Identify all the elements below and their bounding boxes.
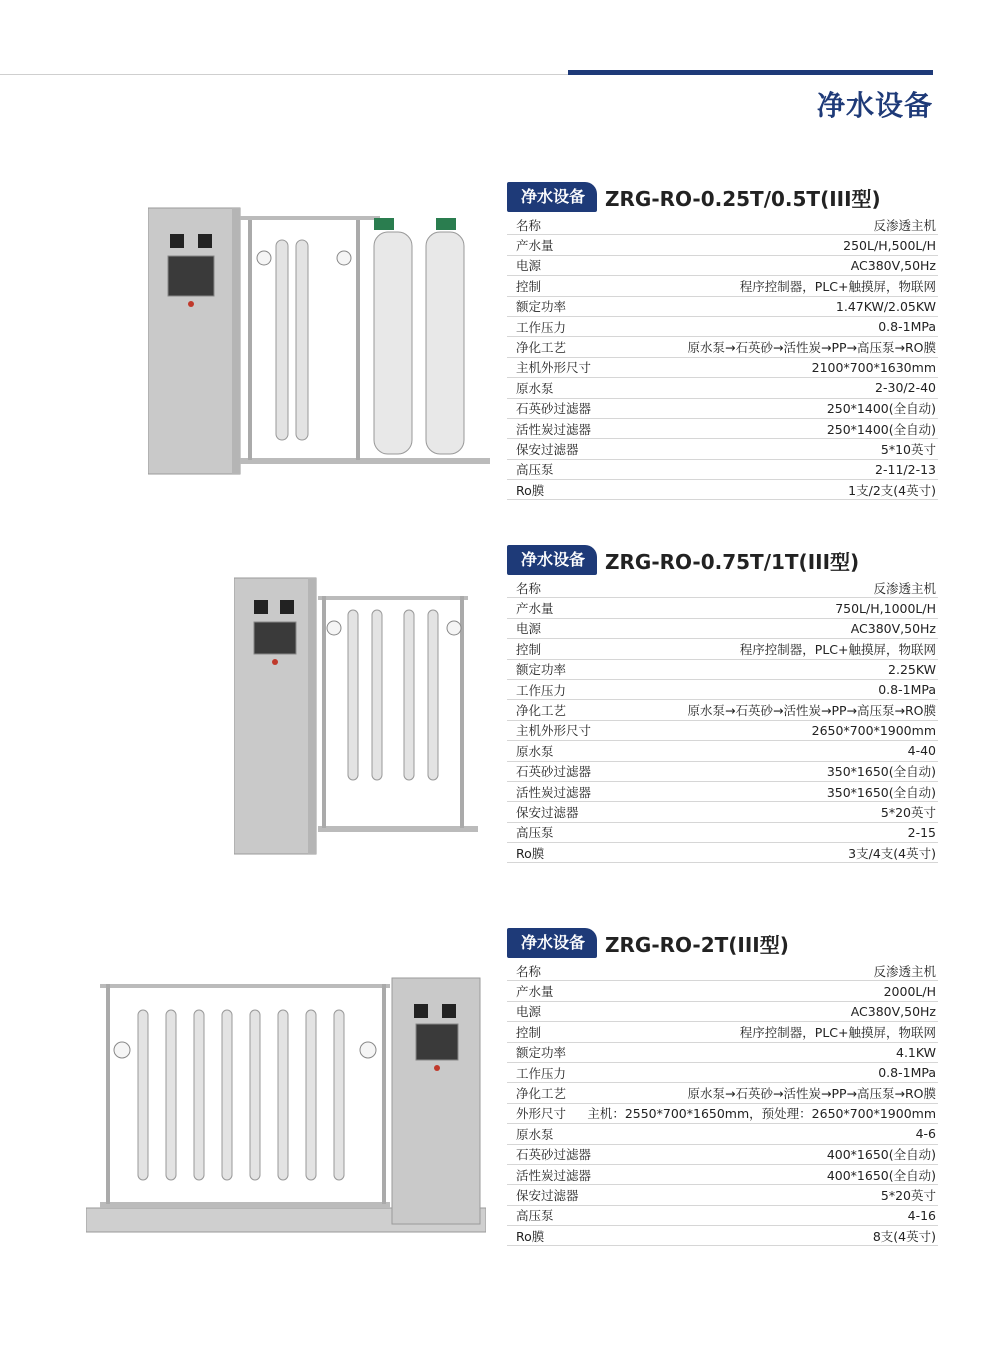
spec-value: 4-6 (915, 1126, 936, 1142)
spec-value: 4-16 (907, 1207, 936, 1223)
spec-row (507, 317, 938, 337)
product-tag: 净水设备 (507, 182, 597, 212)
spec-label: 净化工艺 (516, 1086, 567, 1102)
spec-value: 4.1KW (896, 1044, 936, 1060)
spec-value: 5*10英寸 (880, 441, 936, 457)
spec-row (507, 1063, 938, 1083)
spec-value: 5*20英寸 (880, 1187, 936, 1203)
machine-image-1 (148, 206, 496, 478)
spec-value: 反渗透主机 (873, 580, 936, 596)
spec-label: 控制 (516, 641, 542, 657)
spec-label: 名称 (516, 580, 542, 596)
spec-label: 主机外形尺寸 (516, 723, 592, 739)
spec-label: 工作压力 (516, 1065, 567, 1081)
spec-row (507, 619, 938, 639)
spec-value: 原水泵→石英砂→活性炭→PP→高压泵→RO膜 (687, 703, 936, 719)
spec-label: 工作压力 (516, 682, 567, 698)
spec-value: 3支/4支(4英寸) (848, 845, 936, 861)
spec-label: 高压泵 (516, 825, 554, 841)
spec-label: 活性炭过滤器 (516, 1167, 592, 1183)
spec-row (507, 378, 938, 398)
spec-label: 额定功率 (516, 1045, 567, 1061)
spec-row (507, 598, 938, 618)
spec-value: 2-11/2-13 (875, 461, 936, 477)
spec-value: 2-30/2-40 (875, 380, 936, 396)
spec-value: 程序控制器，PLC+触摸屏，物联网 (739, 278, 936, 294)
spec-value: AC380V,50Hz (850, 620, 936, 636)
spec-value: 主机：2550*700*1650mm，预处理：2650*700*1900mm (587, 1106, 936, 1122)
spec-value: 8支(4英寸) (872, 1228, 936, 1244)
spec-row (507, 1043, 938, 1063)
spec-label: 额定功率 (516, 299, 567, 315)
spec-label: 活性炭过滤器 (516, 784, 592, 800)
spec-value: 2100*700*1630mm (811, 359, 936, 375)
spec-row (507, 1145, 938, 1165)
spec-row (507, 680, 938, 700)
spec-value: 750L/H,1000L/H (835, 600, 936, 616)
spec-value: 350*1650(全自动) (826, 784, 936, 800)
spec-label: 控制 (516, 278, 542, 294)
spec-value: 程序控制器，PLC+触摸屏，物联网 (739, 641, 936, 657)
spec-row (507, 762, 938, 782)
spec-row (507, 843, 938, 863)
product-header (507, 928, 789, 958)
spec-label: 石英砂过滤器 (516, 1147, 592, 1163)
spec-row (507, 639, 938, 659)
spec-row (507, 660, 938, 680)
spec-value: 原水泵→石英砂→活性炭→PP→高压泵→RO膜 (687, 340, 936, 356)
spec-label: 高压泵 (516, 462, 554, 478)
spec-row (507, 961, 938, 981)
machine-image-3 (86, 970, 486, 1236)
spec-value: AC380V,50Hz (850, 257, 936, 273)
page-title: 净水设备 (816, 89, 933, 122)
spec-label: 原水泵 (516, 1126, 554, 1142)
spec-value: 程序控制器，PLC+触摸屏，物联网 (739, 1024, 936, 1040)
spec-value: 0.8-1MPa (878, 319, 936, 335)
spec-value: 1.47KW/2.05KW (835, 298, 936, 314)
spec-label: 名称 (516, 963, 542, 979)
spec-label: 产水量 (516, 601, 554, 617)
header-accent-bar (568, 70, 933, 75)
product-tag: 净水设备 (507, 928, 597, 958)
spec-row (507, 741, 938, 761)
spec-value: 2650*700*1900mm (811, 722, 936, 738)
spec-label: 外形尺寸 (516, 1106, 567, 1122)
spec-row (507, 1165, 938, 1185)
spec-value: 反渗透主机 (873, 217, 936, 233)
spec-label: Ro膜 (516, 845, 545, 861)
spec-row (507, 337, 938, 357)
spec-table (507, 961, 938, 1246)
spec-label: 活性炭过滤器 (516, 421, 592, 437)
spec-row (507, 721, 938, 741)
product-header (507, 182, 881, 212)
spec-row (507, 1022, 938, 1042)
spec-label: 原水泵 (516, 743, 554, 759)
spec-label: 额定功率 (516, 662, 567, 678)
spec-value: 350*1650(全自动) (826, 764, 936, 780)
spec-label: 石英砂过滤器 (516, 401, 592, 417)
spec-value: 5*20英寸 (880, 804, 936, 820)
spec-value: 250L/H,500L/H (843, 237, 936, 253)
spec-value: 400*1650(全自动) (826, 1167, 936, 1183)
spec-value: 反渗透主机 (873, 963, 936, 979)
spec-value: 2-15 (907, 824, 936, 840)
spec-value: 4-40 (907, 743, 936, 759)
spec-row (507, 578, 938, 598)
spec-value: 原水泵→石英砂→活性炭→PP→高压泵→RO膜 (687, 1086, 936, 1102)
spec-label: 保安过滤器 (516, 1187, 579, 1203)
spec-label: Ro膜 (516, 482, 545, 498)
spec-row (507, 700, 938, 720)
spec-value: 2000L/H (883, 983, 936, 999)
spec-row (507, 235, 938, 255)
product-model: ZRG-RO-0.75T/1T(III型) (605, 549, 860, 574)
product-tag: 净水设备 (507, 545, 597, 575)
spec-label: 工作压力 (516, 319, 567, 335)
spec-row (507, 981, 938, 1001)
spec-row (507, 480, 938, 500)
spec-value: 1支/2支(4英寸) (848, 482, 936, 498)
spec-row (507, 1104, 938, 1124)
spec-value: AC380V,50Hz (850, 1003, 936, 1019)
spec-label: 净化工艺 (516, 703, 567, 719)
spec-row (507, 419, 938, 439)
spec-label: 电源 (516, 1004, 542, 1020)
spec-label: 电源 (516, 258, 542, 274)
spec-row (507, 215, 938, 235)
spec-table (507, 578, 938, 863)
product-model: ZRG-RO-2T(III型) (605, 932, 789, 957)
spec-row (507, 358, 938, 378)
spec-label: 控制 (516, 1024, 542, 1040)
spec-row (507, 1185, 938, 1205)
spec-label: Ro膜 (516, 1228, 545, 1244)
spec-table (507, 215, 938, 500)
spec-row (507, 439, 938, 459)
spec-value: 0.8-1MPa (878, 682, 936, 698)
spec-row (507, 782, 938, 802)
spec-label: 高压泵 (516, 1208, 554, 1224)
spec-value: 0.8-1MPa (878, 1065, 936, 1081)
product-model: ZRG-RO-0.25T/0.5T(III型) (605, 186, 881, 211)
spec-label: 保安过滤器 (516, 804, 579, 820)
spec-row (507, 1206, 938, 1226)
spec-label: 原水泵 (516, 380, 554, 396)
spec-label: 名称 (516, 217, 542, 233)
spec-label: 产水量 (516, 238, 554, 254)
spec-row (507, 1083, 938, 1103)
spec-row (507, 297, 938, 317)
spec-row (507, 1226, 938, 1246)
spec-row (507, 256, 938, 276)
spec-label: 净化工艺 (516, 340, 567, 356)
spec-value: 2.25KW (888, 661, 936, 677)
spec-row (507, 460, 938, 480)
spec-label: 保安过滤器 (516, 441, 579, 457)
product-header (507, 545, 859, 575)
spec-row (507, 823, 938, 843)
spec-row (507, 276, 938, 296)
spec-value: 400*1650(全自动) (826, 1147, 936, 1163)
spec-label: 石英砂过滤器 (516, 764, 592, 780)
spec-value: 250*1400(全自动) (826, 421, 936, 437)
spec-label: 主机外形尺寸 (516, 360, 592, 376)
spec-value: 250*1400(全自动) (826, 401, 936, 417)
spec-row (507, 1002, 938, 1022)
spec-row (507, 802, 938, 822)
spec-label: 电源 (516, 621, 542, 637)
spec-label: 产水量 (516, 984, 554, 1000)
machine-image-2 (234, 576, 486, 858)
spec-row (507, 399, 938, 419)
spec-row (507, 1124, 938, 1144)
